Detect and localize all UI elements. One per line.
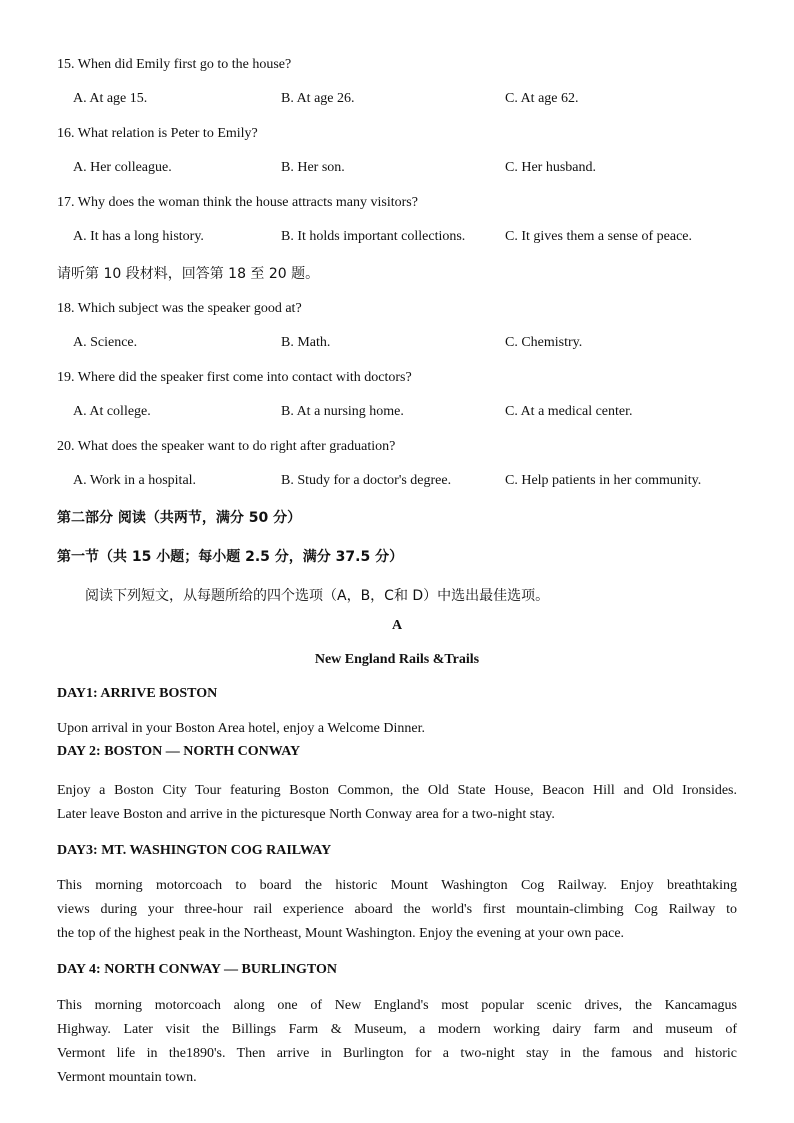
question-20-options bbox=[73, 473, 753, 493]
question-15-options bbox=[73, 91, 753, 111]
option-b: B. It holds important collections. bbox=[281, 229, 466, 244]
option-c: C. At a medical center. bbox=[505, 404, 633, 419]
text-line: This morning motorcoach to board the historic Mount Washington Cog Railway. Enjoy breathtaking bbox=[57, 878, 737, 893]
question-15-stem: 15. When did Emily first go to the house? bbox=[57, 57, 292, 72]
day-3-heading: DAY3: MT. WASHINGTON COG RAILWAY bbox=[57, 843, 332, 858]
option-c: C. Chemistry. bbox=[505, 335, 583, 350]
option-b: B. At a nursing home. bbox=[281, 404, 404, 419]
option-a: A. Science. bbox=[73, 335, 138, 350]
option-b: B. Study for a doctor's degree. bbox=[281, 473, 452, 488]
option-c: C. It gives them a sense of peace. bbox=[505, 229, 692, 244]
passage-title: New England Rails &Trails bbox=[314, 652, 480, 667]
question-18-options bbox=[73, 335, 753, 355]
section-one-heading: 第一节（共 15 小题；每小题 2.5 分，满分 37.5 分） bbox=[57, 549, 404, 565]
text-line: Vermont mountain town. bbox=[57, 1070, 197, 1085]
part-two-heading: 第二部分 阅读（共两节，满分 50 分） bbox=[57, 510, 302, 526]
option-a: A. At age 15. bbox=[73, 91, 148, 106]
option-b: B. Her son. bbox=[281, 160, 345, 175]
option-c: C. At age 62. bbox=[505, 91, 579, 106]
listening-instruction: 请听第 10 段材料，回答第 18 至 20 题。 bbox=[57, 266, 320, 282]
question-17-stem: 17. Why does the woman think the house attracts many visitors? bbox=[57, 195, 418, 210]
question-19-options bbox=[73, 404, 753, 424]
text-line: Highway. Later visit the Billings Farm & Museum, a modern working dairy farm and museum of bbox=[57, 1022, 737, 1037]
day-4-text bbox=[57, 994, 737, 1090]
option-a: A. It has a long history. bbox=[73, 229, 204, 244]
question-16-stem: 16. What relation is Peter to Emily? bbox=[57, 126, 258, 141]
passage-letter: A bbox=[391, 618, 403, 633]
option-a: A. Her colleague. bbox=[73, 160, 172, 175]
day-1-text bbox=[57, 717, 737, 741]
day-3-text bbox=[57, 874, 737, 946]
question-16-options bbox=[73, 160, 753, 180]
reading-instruction: 阅读下列短文，从每题所给的四个选项（A，B，C和 D）中选出最佳选项。 bbox=[85, 588, 550, 604]
text-line: Upon arrival in your Boston Area hotel, enjoy a Welcome Dinner. bbox=[57, 721, 425, 736]
option-a: A. Work in a hospital. bbox=[73, 473, 197, 488]
text-line: Later leave Boston and arrive in the picturesque North Conway area for a two-night stay. bbox=[57, 807, 555, 822]
question-20-stem: 20. What does the speaker want to do right after graduation? bbox=[57, 439, 396, 454]
text-line: Vermont life in the1890's. Then arrive in Burlington for a two-night stay in the famous and historic bbox=[57, 1046, 737, 1061]
option-b: B. At age 26. bbox=[281, 91, 355, 106]
text-line: views during your three-hour rail experience aboard the world's first mountain-climbing Cog Railway to bbox=[57, 902, 737, 917]
question-19-stem: 19. Where did the speaker first come into contact with doctors? bbox=[57, 370, 412, 385]
text-line: This morning motorcoach along one of New England's most popular scenic drives, the Kancamagus bbox=[57, 998, 737, 1013]
question-18-stem: 18. Which subject was the speaker good at? bbox=[57, 301, 302, 316]
text-line: the top of the highest peak in the Northeast, Mount Washington. Enjoy the evening at your own pace. bbox=[57, 926, 625, 941]
question-17-options bbox=[73, 229, 753, 249]
day-1-heading: DAY1: ARRIVE BOSTON bbox=[57, 686, 218, 701]
option-c: C. Help patients in her community. bbox=[505, 473, 702, 488]
day-2-heading: DAY 2: BOSTON — NORTH CONWAY bbox=[57, 744, 301, 759]
option-c: C. Her husband. bbox=[505, 160, 596, 175]
option-a: A. At college. bbox=[73, 404, 151, 419]
day-4-heading: DAY 4: NORTH CONWAY — BURLINGTON bbox=[57, 962, 337, 977]
option-b: B. Math. bbox=[281, 335, 331, 350]
day-2-text bbox=[57, 779, 737, 827]
text-line: Enjoy a Boston City Tour featuring Boston Common, the Old State House, Beacon Hill and Old Ironsides. bbox=[57, 783, 737, 798]
